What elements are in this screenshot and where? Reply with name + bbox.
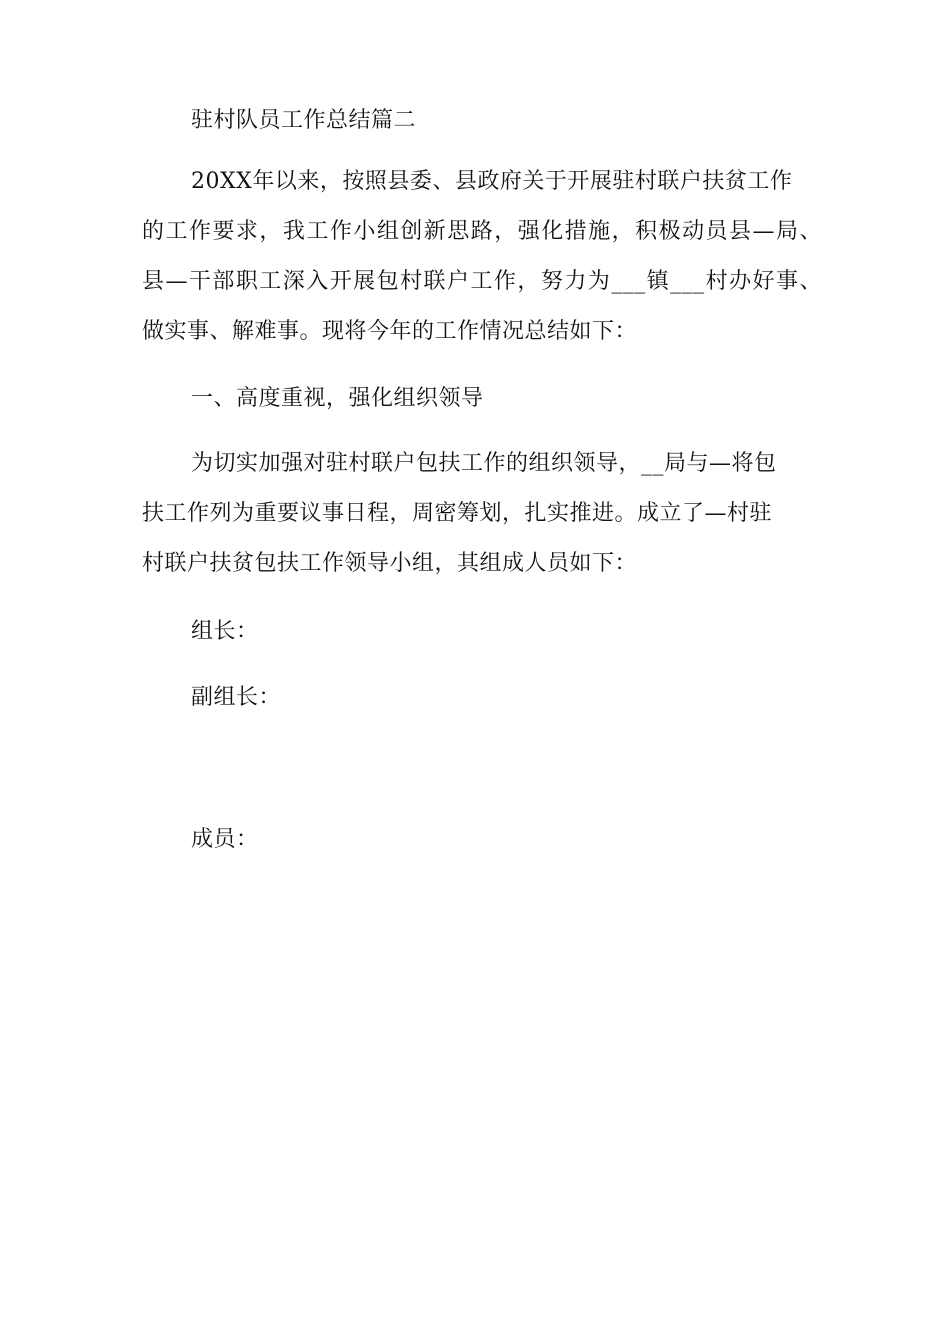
paragraph-2-line-1: 为切实加强对驻村联户包扶工作的组织领导，__局与—将包 xyxy=(191,451,777,476)
members-label: 成员： xyxy=(191,827,259,852)
section-heading-1: 一、高度重视，强化组织领导 xyxy=(191,386,484,411)
paragraph-1-line-3: 县—干部职工深入开展包村联户工作，努力为___镇___村办好事、 xyxy=(142,269,822,294)
paragraph-1-line-2: 的工作要求，我工作小组创新思路，强化措施，积极动员县—局、 xyxy=(142,219,822,244)
document-title: 驻村队员工作总结篇二 xyxy=(191,108,417,133)
paragraph-2-line-2: 扶工作列为重要议事日程，周密筹划，扎实推进。成立了—村驻 xyxy=(142,501,773,526)
paragraph-1-line-1: 20XX年以来，按照县委、县政府关于开展驻村联户扶贫工作 xyxy=(191,169,793,194)
deputy-leader-label: 副组长： xyxy=(191,685,282,710)
leader-label: 组长： xyxy=(191,619,259,644)
paragraph-2-line-3: 村联户扶贫包扶工作领导小组，其组成人员如下： xyxy=(142,551,638,576)
paragraph-1-line-4: 做实事、解难事。现将今年的工作情况总结如下： xyxy=(142,319,638,344)
